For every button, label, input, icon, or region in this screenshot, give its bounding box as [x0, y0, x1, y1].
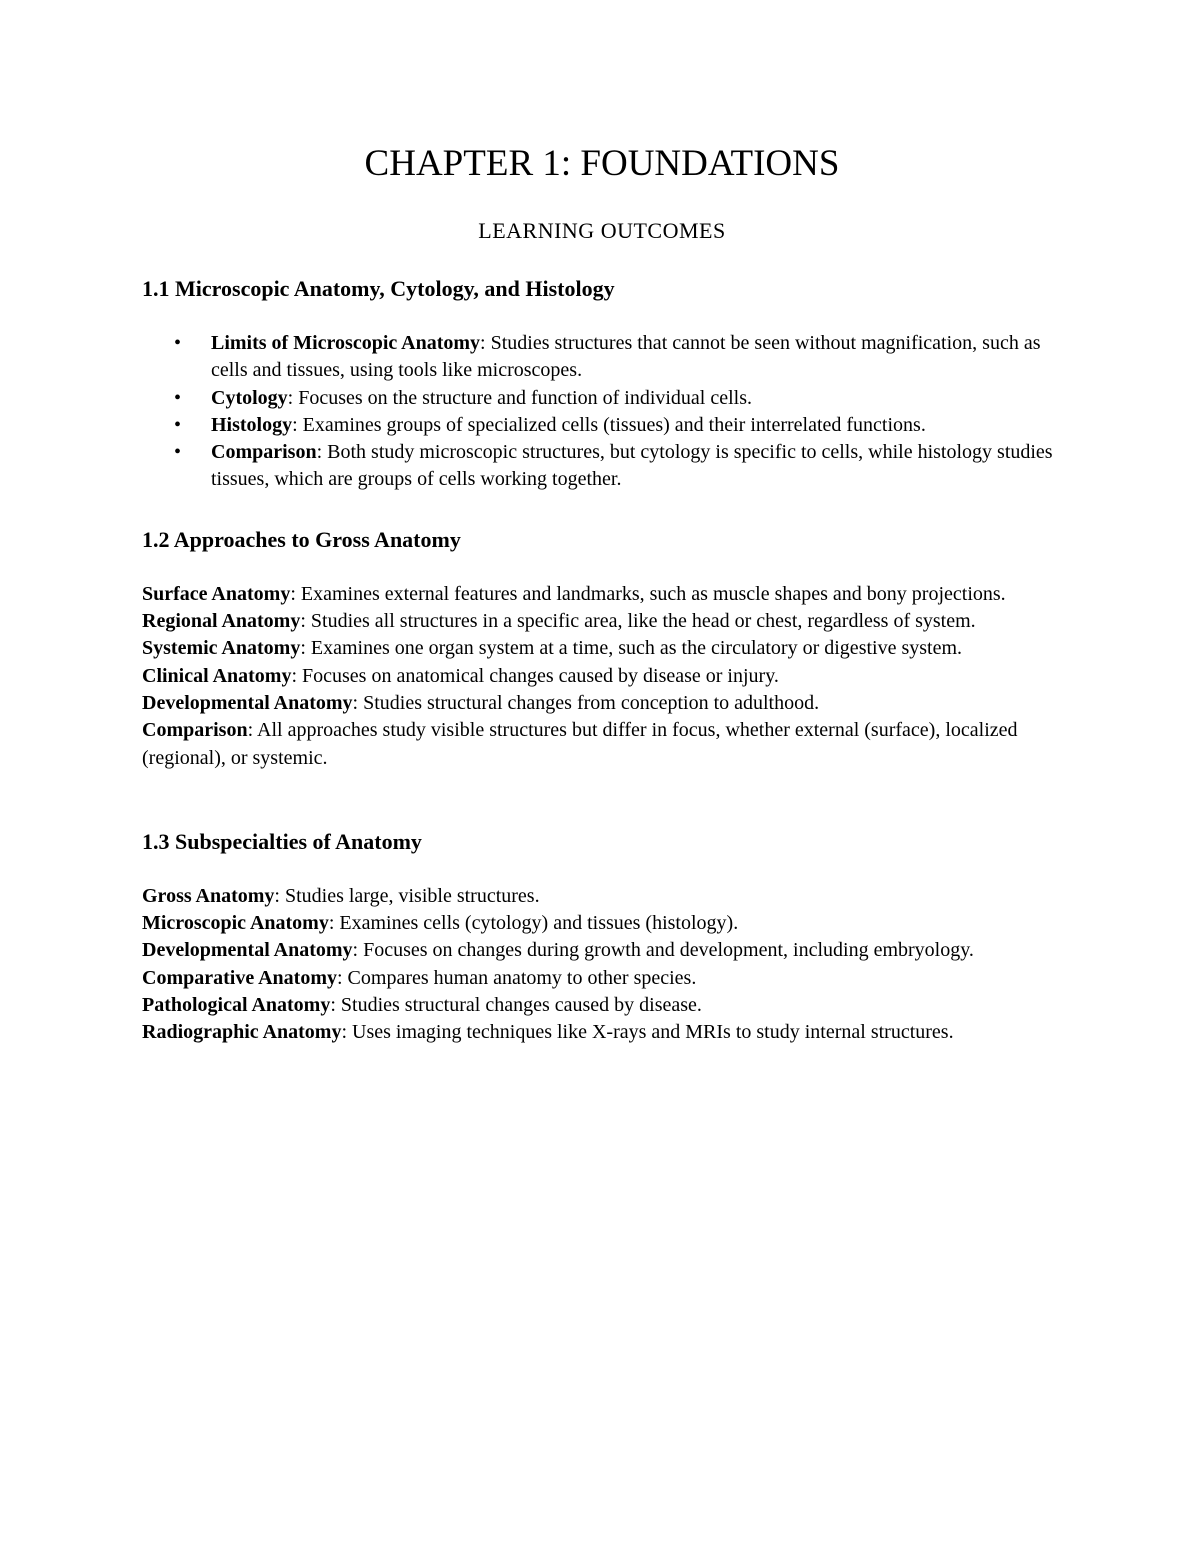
term-label: Systemic Anatomy	[142, 637, 301, 660]
list-item	[142, 581, 1062, 608]
term-label: Surface Anatomy	[142, 582, 291, 605]
section-1-2-entries	[142, 581, 1062, 772]
term-description: : Examines groups of specialized cells (tissues) and their interrelated functions.	[292, 413, 926, 436]
term-label: Developmental Anatomy	[142, 939, 353, 962]
term-description: : Studies all structures in a specific area, like the head or chest, regardless of system.	[300, 610, 976, 633]
list-item	[142, 992, 1062, 1019]
term-label: Microscopic Anatomy	[142, 912, 329, 935]
list-item	[142, 717, 1062, 772]
bullet-icon: •	[174, 413, 182, 436]
list-item	[142, 937, 1062, 964]
list-item	[142, 965, 1062, 992]
list-item	[142, 412, 1062, 439]
section-1-1-list	[142, 330, 1062, 494]
list-item	[142, 635, 1062, 662]
term-label: Pathological Anatomy	[142, 994, 331, 1017]
term-label: Comparative Anatomy	[142, 966, 337, 989]
list-item	[142, 439, 1062, 494]
term-description: : Compares human anatomy to other species.	[336, 966, 697, 989]
bullet-icon: •	[174, 386, 182, 409]
term-description: : Focuses on the structure and function of individual cells.	[287, 386, 753, 409]
list-item	[142, 1019, 1062, 1046]
list-item	[142, 385, 1062, 412]
document-page	[142, 140, 1062, 1047]
term-label: Regional Anatomy	[142, 610, 301, 633]
list-item	[142, 330, 1062, 385]
term-description: : Examines external features and landmarks, such as muscle shapes and bony projections.	[290, 582, 1006, 605]
term-description: : Studies large, visible structures.	[274, 884, 540, 907]
term-description: : Studies structures that cannot be seen without magnification, such as cells and tissues, using tools like microscopes.	[211, 332, 1041, 382]
section-1-2-heading: 1.2 Approaches to Gross Anatomy	[142, 526, 461, 552]
term-description: : Studies structural changes from conception to adulthood.	[352, 691, 820, 714]
term-label: Developmental Anatomy	[142, 691, 353, 714]
term-label: Limits of Microscopic Anatomy	[211, 332, 481, 354]
term-label: Cytology	[211, 386, 288, 409]
section-1-1-heading: 1.1 Microscopic Anatomy, Cytology, and Histology	[142, 276, 615, 301]
term-label: Clinical Anatomy	[142, 664, 292, 687]
chapter-title: CHAPTER 1: FOUNDATIONS	[364, 143, 840, 184]
list-item	[142, 663, 1062, 690]
term-label: Gross Anatomy	[142, 884, 275, 907]
term-description: : Both study microscopic structures, but cytology is specific to cells, while histology studies tissues, which are groups of cells working together.	[211, 441, 1053, 491]
term-label: Comparison	[211, 441, 317, 464]
list-item	[142, 910, 1062, 937]
term-description: : Examines cells (cytology) and tissues (histology).	[328, 912, 739, 935]
term-description: : All approaches study visible structures but differ in focus, whether external (surface), localized (regional), or systemic.	[142, 719, 1018, 769]
term-description: : Uses imaging techniques like X-rays and MRIs to study internal structures.	[341, 1021, 954, 1044]
term-description: : Examines one organ system at a time, such as the circulatory or digestive system.	[300, 637, 963, 660]
bullet-icon: •	[174, 441, 182, 464]
term-description: : Focuses on changes during growth and development, including embryology.	[352, 939, 974, 962]
bullet-icon: •	[174, 332, 182, 354]
term-label: Radiographic Anatomy	[142, 1021, 342, 1044]
list-item	[142, 690, 1062, 717]
learning-outcomes-heading: LEARNING OUTCOMES	[478, 218, 726, 243]
term-label: Histology	[211, 413, 293, 436]
section-1-3-heading: 1.3 Subspecialties of Anatomy	[142, 828, 422, 854]
term-description: : Focuses on anatomical changes caused by disease or injury.	[291, 664, 779, 687]
list-item	[142, 883, 1062, 910]
list-item	[142, 608, 1062, 635]
term-label: Comparison	[142, 719, 248, 742]
term-description: : Studies structural changes caused by disease.	[330, 994, 702, 1017]
section-1-3-entries	[142, 883, 1062, 1047]
